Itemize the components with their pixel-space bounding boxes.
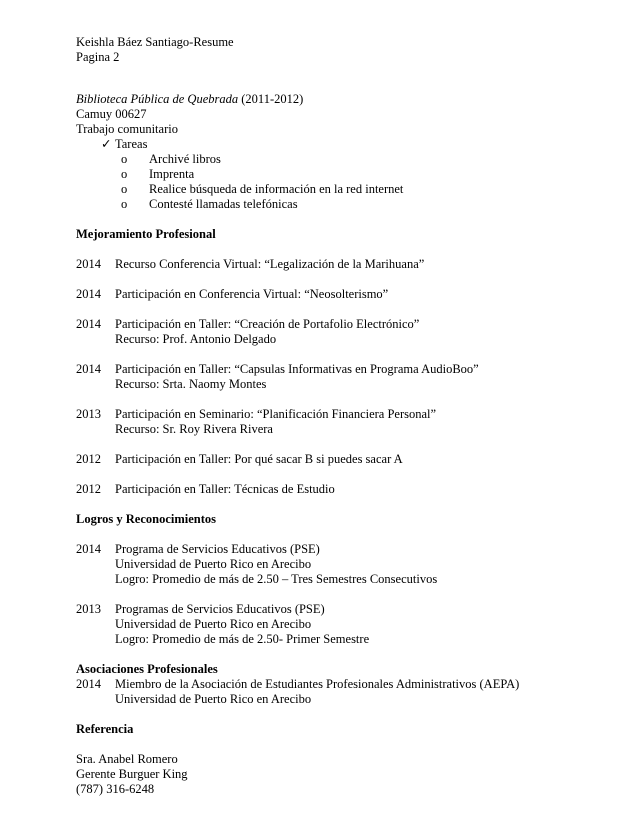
entry-detail <box>115 482 616 497</box>
entry-year: 2013 <box>76 602 101 616</box>
entry-line: Logro: Promedio de más de 2.50 – Tres Semestres Consecutivos <box>115 572 438 586</box>
task-item <box>76 197 616 212</box>
entry-line: Programa de Servicios Educativos (PSE) <box>115 542 320 556</box>
entry-row <box>76 602 616 647</box>
entry-line: Universidad de Puerto Rico en Arecibo <box>115 617 312 631</box>
tasks-heading <box>76 137 616 152</box>
entry-row <box>76 482 616 497</box>
job-city: Camuy 00627 <box>76 107 147 121</box>
job-role: Trabajo comunitario <box>76 122 178 136</box>
spacer <box>76 497 616 512</box>
entry-line: Universidad de Puerto Rico en Arecibo <box>115 692 312 706</box>
entry-line: Miembro de la Asociación de Estudiantes Profesionales Administrativos (AEPA) <box>115 677 520 691</box>
spacer <box>76 392 616 407</box>
entry-year: 2014 <box>76 287 101 301</box>
job-block <box>76 92 616 212</box>
entry-detail <box>115 407 616 437</box>
task-text: Realice búsqueda de información en la red internet <box>149 182 404 196</box>
entry-line: Recurso: Srta. Naomy Montes <box>115 377 267 391</box>
associations-title: Asociaciones Profesionales <box>76 662 218 676</box>
achievements-title: Logros y Reconocimientos <box>76 512 217 526</box>
professional-list <box>76 257 616 512</box>
entry-line: Logro: Promedio de más de 2.50- Primer Semestre <box>115 632 370 646</box>
entry-detail <box>115 542 616 587</box>
entry-row <box>76 677 616 707</box>
reference-line: Gerente Burguer King <box>76 767 188 781</box>
entry-detail <box>115 317 616 347</box>
spacer <box>76 302 616 317</box>
resume-content <box>76 35 616 797</box>
entry-detail <box>115 602 616 647</box>
entry-line: Participación en Taller: Por qué sacar B si puedes sacar A <box>115 452 403 466</box>
task-item <box>76 182 616 197</box>
entry-line: Participación en Conferencia Virtual: “Neosolterismo” <box>115 287 389 301</box>
entry-row <box>76 452 616 467</box>
entry-year: 2012 <box>76 452 101 466</box>
spacer <box>76 347 616 362</box>
task-text: Archivé libros <box>149 152 221 166</box>
tasks-label: Tareas <box>115 137 148 151</box>
entry-year: 2014 <box>76 257 101 271</box>
task-text: Contesté llamadas telefónicas <box>149 197 298 211</box>
task-item <box>76 167 616 182</box>
entry-line: Participación en Seminario: “Planificación Financiera Personal” <box>115 407 437 421</box>
check-icon: ✓ <box>101 137 112 151</box>
entry-year: 2014 <box>76 677 101 691</box>
entry-year: 2014 <box>76 317 101 331</box>
reference-line: Sra. Anabel Romero <box>76 752 178 766</box>
bullet-icon: o <box>121 197 128 211</box>
entry-line: Participación en Taller: Técnicas de Estudio <box>115 482 335 496</box>
entry-year: 2012 <box>76 482 101 496</box>
bullet-icon: o <box>121 167 128 181</box>
bullet-icon: o <box>121 182 128 196</box>
entry-detail <box>115 257 616 272</box>
entry-row <box>76 287 616 302</box>
professional-title: Mejoramiento Profesional <box>76 227 216 241</box>
entry-detail <box>115 452 616 467</box>
entry-row <box>76 317 616 347</box>
header-name: Keishla Báez Santiago-Resume <box>76 35 234 49</box>
achievements-list <box>76 542 616 662</box>
entry-year: 2014 <box>76 542 101 556</box>
entry-line: Recurso Conferencia Virtual: “Legalización de la Marihuana” <box>115 257 425 271</box>
spacer <box>76 707 616 722</box>
associations-list <box>76 677 616 722</box>
entry-line: Programas de Servicios Educativos (PSE) <box>115 602 325 616</box>
spacer <box>76 272 616 287</box>
entry-detail <box>115 677 616 707</box>
tasks-list <box>76 152 616 212</box>
header-page-number: Pagina 2 <box>76 50 120 64</box>
task-item <box>76 152 616 167</box>
spacer <box>76 647 616 662</box>
entry-row <box>76 407 616 437</box>
entry-detail <box>115 362 616 392</box>
entry-detail <box>115 287 616 302</box>
spacer <box>76 587 616 602</box>
job-employer-line <box>76 92 616 107</box>
entry-year: 2013 <box>76 407 101 421</box>
spacer <box>76 467 616 482</box>
entry-row <box>76 542 616 587</box>
job-employer: Biblioteca Pública de Quebrada <box>76 92 239 106</box>
task-text: Imprenta <box>149 167 195 181</box>
entry-year: 2014 <box>76 362 101 376</box>
reference-line: (787) 316-6248 <box>76 782 155 796</box>
job-years: (2011-2012) <box>238 92 304 106</box>
entry-row <box>76 257 616 272</box>
reference-title: Referencia <box>76 722 134 736</box>
bullet-icon: o <box>121 152 128 166</box>
entry-line: Participación en Taller: “Creación de Portafolio Electrónico” <box>115 317 420 331</box>
entry-line: Recurso: Sr. Roy Rivera Rivera <box>115 422 273 436</box>
reference-list <box>76 752 616 797</box>
entry-row <box>76 362 616 392</box>
entry-line: Recurso: Prof. Antonio Delgado <box>115 332 277 346</box>
entry-line: Universidad de Puerto Rico en Arecibo <box>115 557 312 571</box>
spacer <box>76 437 616 452</box>
entry-line: Participación en Taller: “Capsulas Informativas en Programa AudioBoo” <box>115 362 479 376</box>
